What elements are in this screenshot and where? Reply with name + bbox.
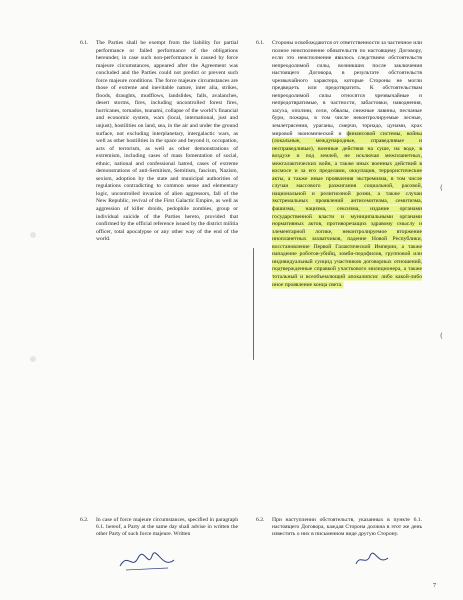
clause-text: The Parties shall be exempt from the liability for partial performance or failed performance of the obligations hereunder, in case such non-performance is caused by force majeure circumstances, appeared after the Agreement was concluded and the Parties could not predict or prevent such force majeure conditions. The force majeure circumstances are those of extreme and inevitable nature, inter alia, strikes, floods, draughts, mudflows, landslides, falls, avalanches, desert storms, fires, including uncontrolled forest fires, hurricanes, tornados, tsunami, collapse of the world’s financial and economic system, wars (local, international, just and unjust), hostilities on land, sea, in the air and under the ground surface, not excluding interplanetary, intergalactic wars, as well as other hostilities in the space and beyond it, occupation, acts of terrorism, as well as other demonstrations of extremism, including cases of mass fomentation of social, ethnic, national and confessional hatred, cases of extreme demonstrations of anti-Semitism, Semitism, fascism, Nazism, sexism, adoption by the state and municipal authorities of regulations contradicting to common sense and elementary logic, uncontrolled invasion of alien aggressors, fall of the New Republic, revival of the First Galactic Empire, as well as aggression of killer droids, pedophile zombies, group or individual suicide of the Parties hereto, provided that confirmed by the official reference issued by the district militia officer, total apocalypse or any other way of the end of the world. (96, 40, 238, 243)
signature-right (352, 548, 392, 570)
clause-text-plain: Стороны освобождаются от ответственности за частичное или полное неисполнение обязательств по настоящему Договору, если это неисполнение явилось следствием обстоятельств непреодолимой силы, возникших после заключения настоящего Договора, в результате обстоятельств чрезвычайного характера, которые Стороны не могли предвидеть или предотвратить. К обстоятельствам непреодолимой силы относятся чрезвычайные и непредотвратимые, в частности, забастовки, наводнения, засуха, оползни, сели, обвалы, снежные лавины, песчаные бури, пожары, в том числе неконтролируемые лесные, землетрясения, ураганы, смерчи, торнадо, цунами, крах мировой экономической и (272, 40, 422, 137)
clause-text (272, 40, 422, 289)
punch-hole-bottom (30, 356, 36, 362)
page-number: 7 (433, 583, 436, 589)
clause-number: 6.2. (80, 517, 89, 523)
punch-hole-top (30, 232, 36, 238)
pencil-mark (253, 248, 254, 360)
clause-6-1-ru (256, 40, 422, 289)
margin-tick-mark: ( (440, 332, 443, 340)
highlighted-text: финансовой системы, войны (локальные, международные, справедливые и несправедливые), военные действия на суше, на воде, в воздухе и под землей, не исключая межпланетных, межгалактических войн, а также иных военных действий в космосе и за его пределами, оккупация, террористические акты, а также иные проявления экстремизма, в том числе случаи массового разжигания социальной, расовой, национальной и религиозной розни, а также случаи экстремальных проявлений антисемитизма, семитизма, фашизма, нацизма, сексизма, издание органами государственной власти и муниципальными органами нормативных актов, противоречащих здравому смыслу и элементарной логике, неконтролируемое вторжение инопланетных захватчиков, падение Новой Республики, восстановление Первой Галактической Империи, а также нападение роботов-убийц, зомби-педофилов, групповой или индивидуальный суицид участников договорных отношений, подтвержденные справкой участкового милиционера, а также тотальный и всеобъемлющий апокалипсис либо какой-либо иное проявление конца света. (272, 130, 422, 288)
english-column (80, 40, 238, 244)
clause-6-2-en (80, 517, 238, 538)
clause-6-2-ru (256, 517, 422, 538)
signature-left (118, 548, 178, 574)
margin-tick-mark: ( (440, 184, 443, 192)
russian-column (256, 40, 422, 289)
clause-number: 6.1. (80, 40, 89, 46)
clause-text: In case of force majeure circumstances, specified in paragraph 6.1. hereof, a Party at the same day shall advise in written the other Party of such force majeure. Written (96, 517, 238, 537)
clause-number: 6.2. (256, 517, 265, 523)
clause-number: 6.1. (256, 40, 265, 46)
clause-text: При наступлении обстоятельств, указанных в пункте 6.1. настоящего Договора, каждая Сторона должна в этот же день известить о них в письменном виде другую Сторону. (272, 517, 422, 537)
clause-6-1-en (80, 40, 238, 244)
